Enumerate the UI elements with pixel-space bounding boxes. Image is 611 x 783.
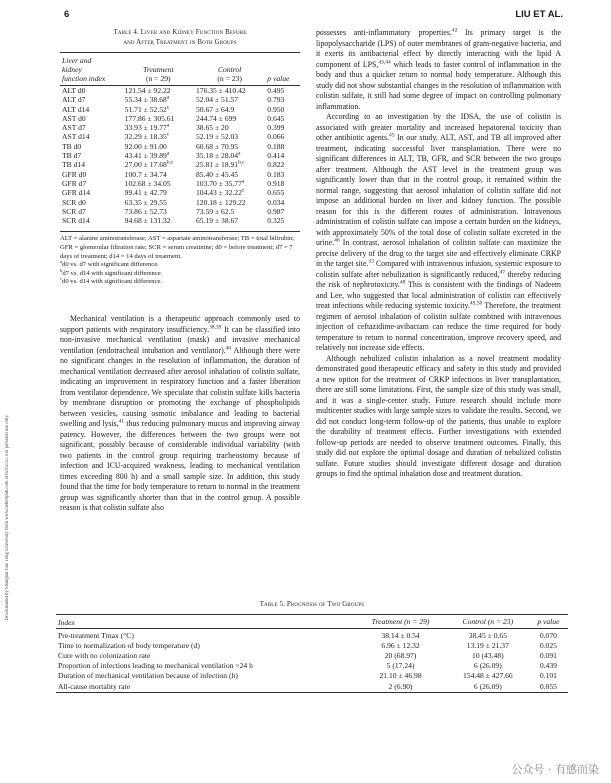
table-4-note-a: $^a$d0 vs. d7 with significant difference.	[60, 259, 159, 269]
page-number: 6	[64, 9, 70, 20]
cell-control: 176.35 ± 410.42	[195, 86, 246, 95]
table-5-grid	[56, 614, 568, 693]
cell-p: 0.950	[267, 104, 285, 114]
table-4-header-control: Control (n = 23)	[217, 65, 242, 83]
cell-control: 120.18 ± 129.22	[195, 197, 246, 207]
cell-p: 0.645	[267, 113, 285, 123]
table-5-header-control: Control (n = 23)	[447, 614, 529, 628]
cell-index: TB d14	[62, 160, 85, 170]
cell-treatment: 6.96 ± 12.32	[381, 640, 420, 650]
cell-p: 0.091	[539, 650, 557, 660]
cell-p: 0.918	[267, 178, 285, 188]
table-row	[60, 123, 300, 132]
cell-index: SCR d0	[62, 197, 86, 207]
table-5-header-treatment: Treatment (n = 29)	[354, 614, 447, 628]
table-row	[60, 114, 300, 123]
table-row	[60, 198, 300, 207]
cell-control: 52.04 ± 51.57	[195, 95, 239, 105]
table-row	[60, 95, 300, 104]
cell-p: 0.822	[267, 160, 285, 170]
cell-p: 0.495	[267, 86, 285, 95]
cell-p: 0.034	[267, 197, 285, 207]
cell-index: SCR d14	[62, 216, 90, 226]
paragraph: According to an investigation by the IDSA, the use of colistin is associated with greater mortality and increased hepatorenal toxicity than other antibiotic agents.$^{45}$ In our study, ALT, AST, and TB all improved after treatment, indicating successful liver transplantation. There were no significant differences in ALT, TB, GFR, and SCR between the two groups after treatment. Although the AST level in the treatment group was significantly lower than that in the control group, it remained within the normal range, suggesting that aerosol inhalation of colistin sulfate did not impose an additional burden on liver and kidney function. The possible reason for this is the different routes of administration. Intravenous administration of colistin sulfate can impose a certain burden on the kidneys, with approximately 50% of the total dose of colistin sulfate excreted in the urine.$^{46}$ In contrast, aerosol inhalation of colistin sulfate can maximize the precise delivery of the drug to the target site and effectively eliminate CRKP in the target site.$^{33}$ Compared with intravenous infusion, systemic exposure to colistin sulfate after nebulization is significantly reduced,$^{47}$ thereby reducing the risk of nephrotoxicity.$^{48}$ This is consistent with the findings of Nadeem and Lee, who suggested that local administration of colistin can effectively treat infections while reducing systemic toxicity.$^{49,50}$ Therefore, the treatment regimen of aerosol inhalation of colistin sulfate combined with intravenous injection of ceftazidime-avibactam can reduce the time required for body temperature to return to normal concentration, improve recovery speed, and relatively not increase side effects.	[316, 112, 561, 352]
cell-index: GFR d0	[62, 169, 87, 179]
cell-index: Cure with no colonization rate	[58, 650, 151, 660]
left-column-text	[60, 314, 300, 514]
cell-treatment: 5 (17.24)	[386, 661, 415, 671]
table-row	[60, 160, 300, 169]
cell-index: GFR d7	[62, 178, 87, 188]
cell-index: AST d7	[62, 123, 86, 133]
cell-p: 0.399	[267, 123, 285, 133]
cell-control: 85.40 ± 45.45	[195, 169, 239, 179]
cell-p: 0.793	[267, 95, 285, 105]
table-5-header-p: p value	[529, 614, 568, 628]
table-4-header-p: p value	[267, 74, 290, 83]
table-row	[60, 142, 300, 151]
cell-index: Pre-treatment Tmax (°C)	[58, 630, 134, 640]
table-5-caption: Table 5. Prognosis of Two Groups	[259, 601, 365, 608]
cell-index: AST d0	[62, 113, 86, 123]
table-row	[56, 651, 568, 661]
right-column-text	[316, 28, 561, 480]
table-row	[60, 207, 300, 216]
table-4-abbreviations: ALT = alanine aminotransferase; AST = aspartate aminotransferase; TB = total bilirubin; GFR = glomerular filtration rate; SCR = serum creatinine; d0 = before treatment; d7 = 7 days of treatment; d14 = 14 days of treatment.	[60, 231, 300, 261]
cell-control: 103.70 ± 35.77$^a$	[195, 178, 245, 188]
cell-treatment: 51.71 ± 52.52$^c$	[124, 104, 170, 114]
paragraph: Although nebulized colistin inhalation as a novel treatment modality demonstrated good therapeutic efficacy and safety in this study and provided a new option for the treatment of CRKP infections in liver transplantation, there are still some limitations. First, the sample size of this study was small, and it was a single-center study. Future research should include more multicenter studies with large sample sizes to validate the results. Second, we did not conduct long-term follow-up of the patients, thus unable to explore the durability of treatment effects. Further investigations with extended follow-up periods are needed to observe treatment outcomes. Finally, this study did not explore the optimal dosage and duration of nebulized colistin sulfate. Future studies should investigate different dosage and duration groups to find the optimal inhalation dose and treatment duration.	[316, 353, 561, 478]
cell-p: 0.188	[267, 141, 285, 151]
cell-p: 0.101	[539, 671, 557, 681]
table-row	[60, 105, 300, 114]
table-row	[56, 671, 568, 681]
cell-control: 154.48 ± 427.66	[462, 671, 513, 681]
cell-control: 35.18 ± 28.04$^a$	[195, 150, 241, 161]
cell-treatment: $27.00 \pm 17.68^{b,c}$	[124, 159, 174, 170]
table-4-header-treatment: Treatment (n = 29)	[143, 65, 174, 83]
cell-treatment: 177.86 ± 305.61	[124, 113, 175, 123]
cell-control: 38.65 ± 20	[195, 123, 229, 133]
cell-treatment: 102.68 ± 34.05	[124, 178, 171, 188]
cell-treatment: 33.93 ± 19.77$^a$	[124, 122, 170, 133]
table-4-note-c: $^c$d0 vs. d14 with significant difference.	[60, 276, 163, 286]
cell-control: 10 (43.48)	[472, 650, 504, 660]
cell-index: ALT d0	[62, 86, 86, 95]
table-row	[56, 682, 568, 693]
cell-treatment: 63.35 ± 29.55	[124, 197, 167, 207]
table-4-notes	[60, 231, 300, 287]
cell-treatment: 38.14 ± 0.54	[381, 630, 420, 640]
cell-index: GFR d14	[62, 188, 91, 198]
cell-treatment: 73.86 ± 52.73	[124, 206, 167, 216]
cell-control: 6 (26.09)	[447, 682, 529, 693]
table-row	[60, 86, 300, 96]
cell-treatment: 20 (68.97)	[384, 650, 417, 660]
cell-control: 50.67 ± 64.9	[195, 104, 235, 114]
cell-treatment: 121.54 ± 92.22	[124, 86, 171, 95]
cell-p: 0.414	[267, 151, 285, 161]
cell-control: 73.59 ± 62.5	[195, 206, 235, 216]
table-row	[56, 641, 568, 651]
cell-control: 13.19 ± 21.37	[466, 640, 509, 650]
cell-p: 0.066	[267, 132, 285, 142]
table-4-caption: Table 4. Liver and Kidney Function Before and After Treatment in Both Groups	[113, 29, 247, 46]
cell-control: 244.74 ± 699	[195, 113, 237, 123]
cell-treatment: 100.7 ± 34.74	[124, 169, 167, 179]
cell-p: 0.987	[267, 206, 285, 216]
cell-p: 0.025	[539, 640, 557, 650]
cell-index: Proportion of infections leading to mechanical ventilation >24 h	[58, 661, 253, 671]
cell-p: 0.183	[267, 169, 285, 179]
cell-index: ALT d14	[62, 104, 90, 114]
cell-p: 0.325	[267, 216, 285, 226]
cell-index: All-cause mortality rate	[56, 682, 354, 693]
running-head: LIU ET AL.	[515, 9, 563, 20]
watermark: 公众号 · 有感而染	[511, 763, 599, 776]
table-row	[60, 170, 300, 179]
cell-p: 0.655	[267, 188, 285, 198]
cell-p: 0.439	[539, 661, 557, 671]
table-4-header-index: Liver and kidney function index	[62, 56, 106, 83]
table-row	[60, 132, 300, 141]
download-notice: Downloaded by Shanghai Jiao Tong University from www.liebertpub.com at 02/02/25. For personal use only.	[5, 414, 10, 620]
cell-p: 0.055	[529, 682, 568, 693]
cell-index: Time to normalization of body temperature (d)	[58, 640, 200, 650]
cell-index: AST d14	[62, 132, 90, 142]
cell-index: TB d0	[62, 141, 82, 151]
cell-index: TB d7	[62, 151, 82, 161]
cell-p: 0.070	[539, 630, 557, 640]
cell-control: 6 (26.09)	[473, 661, 502, 671]
cell-index: Duration of mechanical ventilation because of infection (h)	[58, 671, 238, 681]
table-4-note-b: $^b$d7 vs. d14 with significant difference.	[60, 267, 163, 277]
cell-control: 38.45 ± 0.65	[468, 630, 507, 640]
cell-treatment: 99.41 ± 42.79	[124, 188, 167, 198]
table-row	[56, 661, 568, 671]
table-row	[60, 151, 300, 160]
table-row	[60, 216, 300, 225]
table-row	[60, 179, 300, 188]
table-4	[60, 28, 300, 287]
cell-treatment: 94.68 ± 131.32	[124, 216, 171, 226]
cell-control: 104.43 ± 32.22$^c$	[195, 187, 245, 198]
table-row	[60, 188, 300, 197]
table-row	[56, 628, 568, 641]
cell-treatment: 43.41 ± 39.89$^a$	[124, 150, 170, 161]
table-5-header-index: Index	[56, 614, 354, 628]
paragraph: Mechanical ventilation is a therapeutic approach commonly used to support patients with respiratory insufficiency.$^{38,39}$ It can be classified into non-invasive mechanical ventilation (mask) and invasive mechanical ventilation (endotracheal intubation and ventilator).$^{40}$ Although there were no significant changes in the resolution of inflammation, the duration of mechanical ventilation decreased after aerosol inhalation of colistin sulfate, indicating an improvement in respiratory function and a faster liberation from ventilator dependence. We speculate that colistin sulfate kills bacteria by membrane disruption or promoting the exchange of phospholipids between vesicles, causing osmotic imbalance and leading to bacterial swelling and lysis,$^{41}$ thus reducing pulmonary mucus and improving airway patency. However, the differences between the two groups were not significant, possibly because of considerable individual variability (with two patients in the control group requiring tracheostomy because of infection and ICU-acquired weakness, leading to mechanical ventilation times exceeding 800 h) and a small sample size. In addition, this study found that the time for body temperature to return to normal in the treatment group was significantly shorter than that in the control group. A possible reason is that colistin sulfate also	[60, 314, 300, 512]
cell-index: ALT d7	[62, 95, 86, 105]
cell-treatment: 2 (6.90)	[354, 682, 447, 693]
cell-treatment: 92.00 ± 91.00	[124, 141, 167, 151]
cell-control: 60.68 ± 70.95	[195, 141, 239, 151]
cell-control: 52.19 ± 52.03	[195, 132, 239, 142]
table-5	[56, 600, 568, 693]
cell-control: $25.81 \pm 18.91^{b,c}$	[195, 159, 245, 170]
cell-treatment: 32.29 ± 18.35$^c$	[124, 131, 170, 142]
cell-control: 65.19 ± 38.67	[195, 216, 239, 226]
paragraph: possesses anti-inflammatory properties.$^{42}$ Its primary target is the lipopolysaccharide (LPS) of outer membranes of gram-negative bacteria, and it exerts its antibacterial effect by directly interacting with the lipid A component of LPS,$^{43,44}$ which leads to faster control of inflammation in the body and thus a quicker return to normal body temperature. Although this study did not show substantial changes in the resolution of inflammation with colistin sulfate, it still had some degree of impact on controlling pulmonary inflammation.	[316, 27, 561, 111]
cell-treatment: 55.34 ± 38.68$^a$	[124, 94, 170, 105]
table-4-grid	[60, 52, 300, 227]
cell-treatment: 21.10 ± 46.98	[379, 671, 422, 681]
cell-index: SCR d7	[62, 206, 86, 216]
